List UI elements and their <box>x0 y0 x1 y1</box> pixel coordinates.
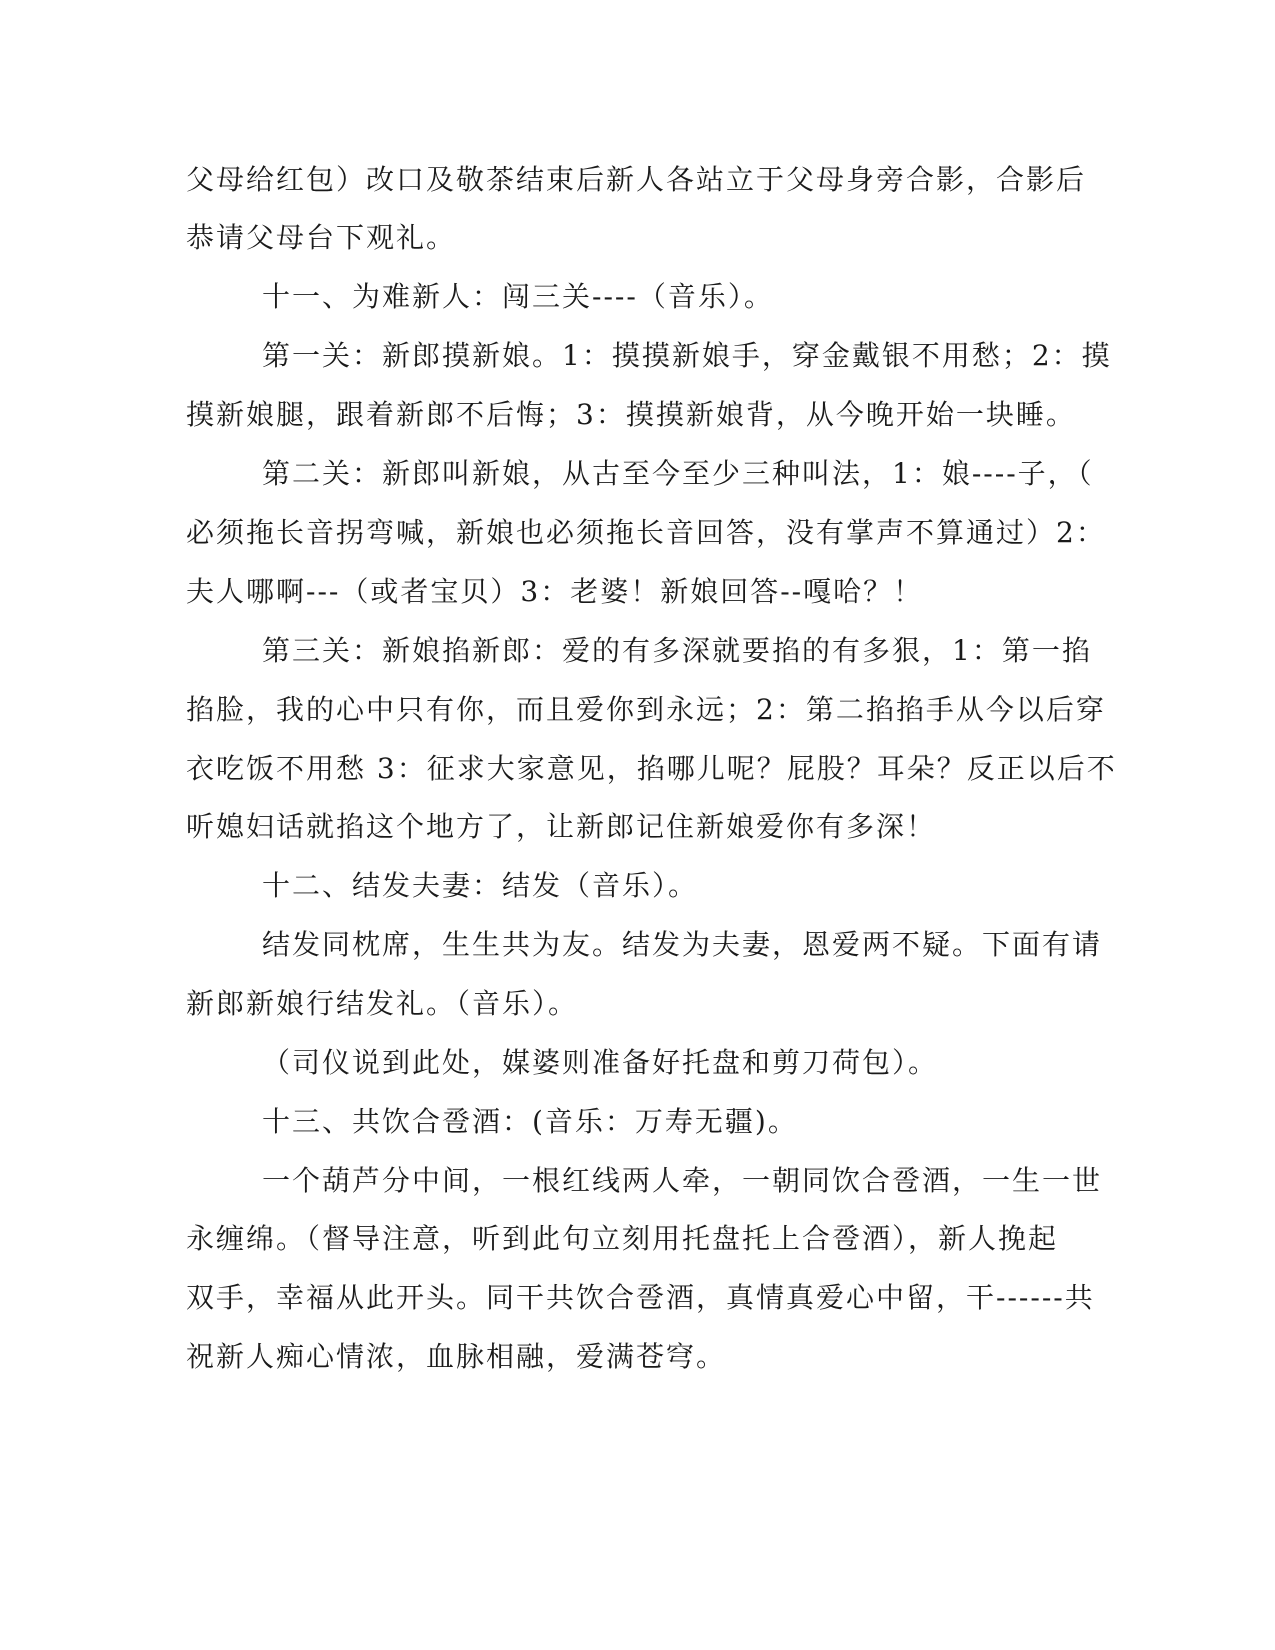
text-line-14: 结发同枕席，生生共为友。结发为夫妻，恩爱两不疑。下面有请 <box>262 928 1103 961</box>
text-line-8: 夫人哪啊---（或者宝贝）3：老婆！新娘回答--嘎哈？！ <box>186 575 924 608</box>
text-line-6: 第二关：新郎叫新娘，从古至今至少三种叫法，1：娘----子，（ <box>262 457 1094 490</box>
text-line-2: 恭请父母台下观礼。 <box>186 221 457 254</box>
text-line-19: 永缠绵。（督导注意，听到此句立刻用托盘托上合卺酒），新人挽起 <box>186 1222 1059 1255</box>
text-line-9: 第三关：新娘掐新郎：爱的有多深就要掐的有多狠，1：第一掐 <box>262 634 1092 667</box>
text-line-11: 衣吃饭不用愁 3：征求大家意见，掐哪儿呢？屁股？耳朵？反正以后不 <box>186 752 1117 785</box>
text-line-18: 一个葫芦分中间，一根红线两人牵，一朝同饮合卺酒，一生一世 <box>262 1164 1103 1197</box>
section-heading-13: 十三、共饮合卺酒：(音乐：万寿无疆)。 <box>262 1105 798 1138</box>
text-line-5: 摸新娘腿，跟着新郎不后悔；3：摸摸新娘背，从今晚开始一块睡。 <box>186 398 1076 431</box>
text-line-16: （司仪说到此处，媒婆则准备好托盘和剪刀荷包）。 <box>262 1046 939 1079</box>
section-heading-12: 十二、结发夫妻：结发（音乐）。 <box>262 869 699 902</box>
text-line-10: 掐脸，我的心中只有你，而且爱你到永远；2：第二掐掐手从今以后穿 <box>186 693 1106 726</box>
text-line-15: 新郎新娘行结发礼。（音乐）。 <box>186 987 579 1020</box>
text-line-4: 第一关：新郎摸新娘。1：摸摸新娘手，穿金戴银不用愁；2：摸 <box>262 339 1112 372</box>
text-line-12: 听媳妇话就掐这个地方了，让新郎记住新娘爱你有多深！ <box>186 810 937 843</box>
text-line-20: 双手，幸福从此开头。同干共饮合卺酒，真情真爱心中留，干------共 <box>186 1281 1095 1314</box>
text-line-1: 父母给红包）改口及敬茶结束后新人各站立于父母身旁合影，合影后 <box>186 163 1087 196</box>
section-heading-11: 十一、为难新人：闯三关----（音乐）。 <box>262 280 774 313</box>
text-line-7: 必须拖长音拐弯喊，新娘也必须拖长音回答，没有掌声不算通过）2： <box>186 516 1106 549</box>
text-line-21: 祝新人痴心情浓，血脉相融，爱满苍穹。 <box>186 1340 727 1373</box>
